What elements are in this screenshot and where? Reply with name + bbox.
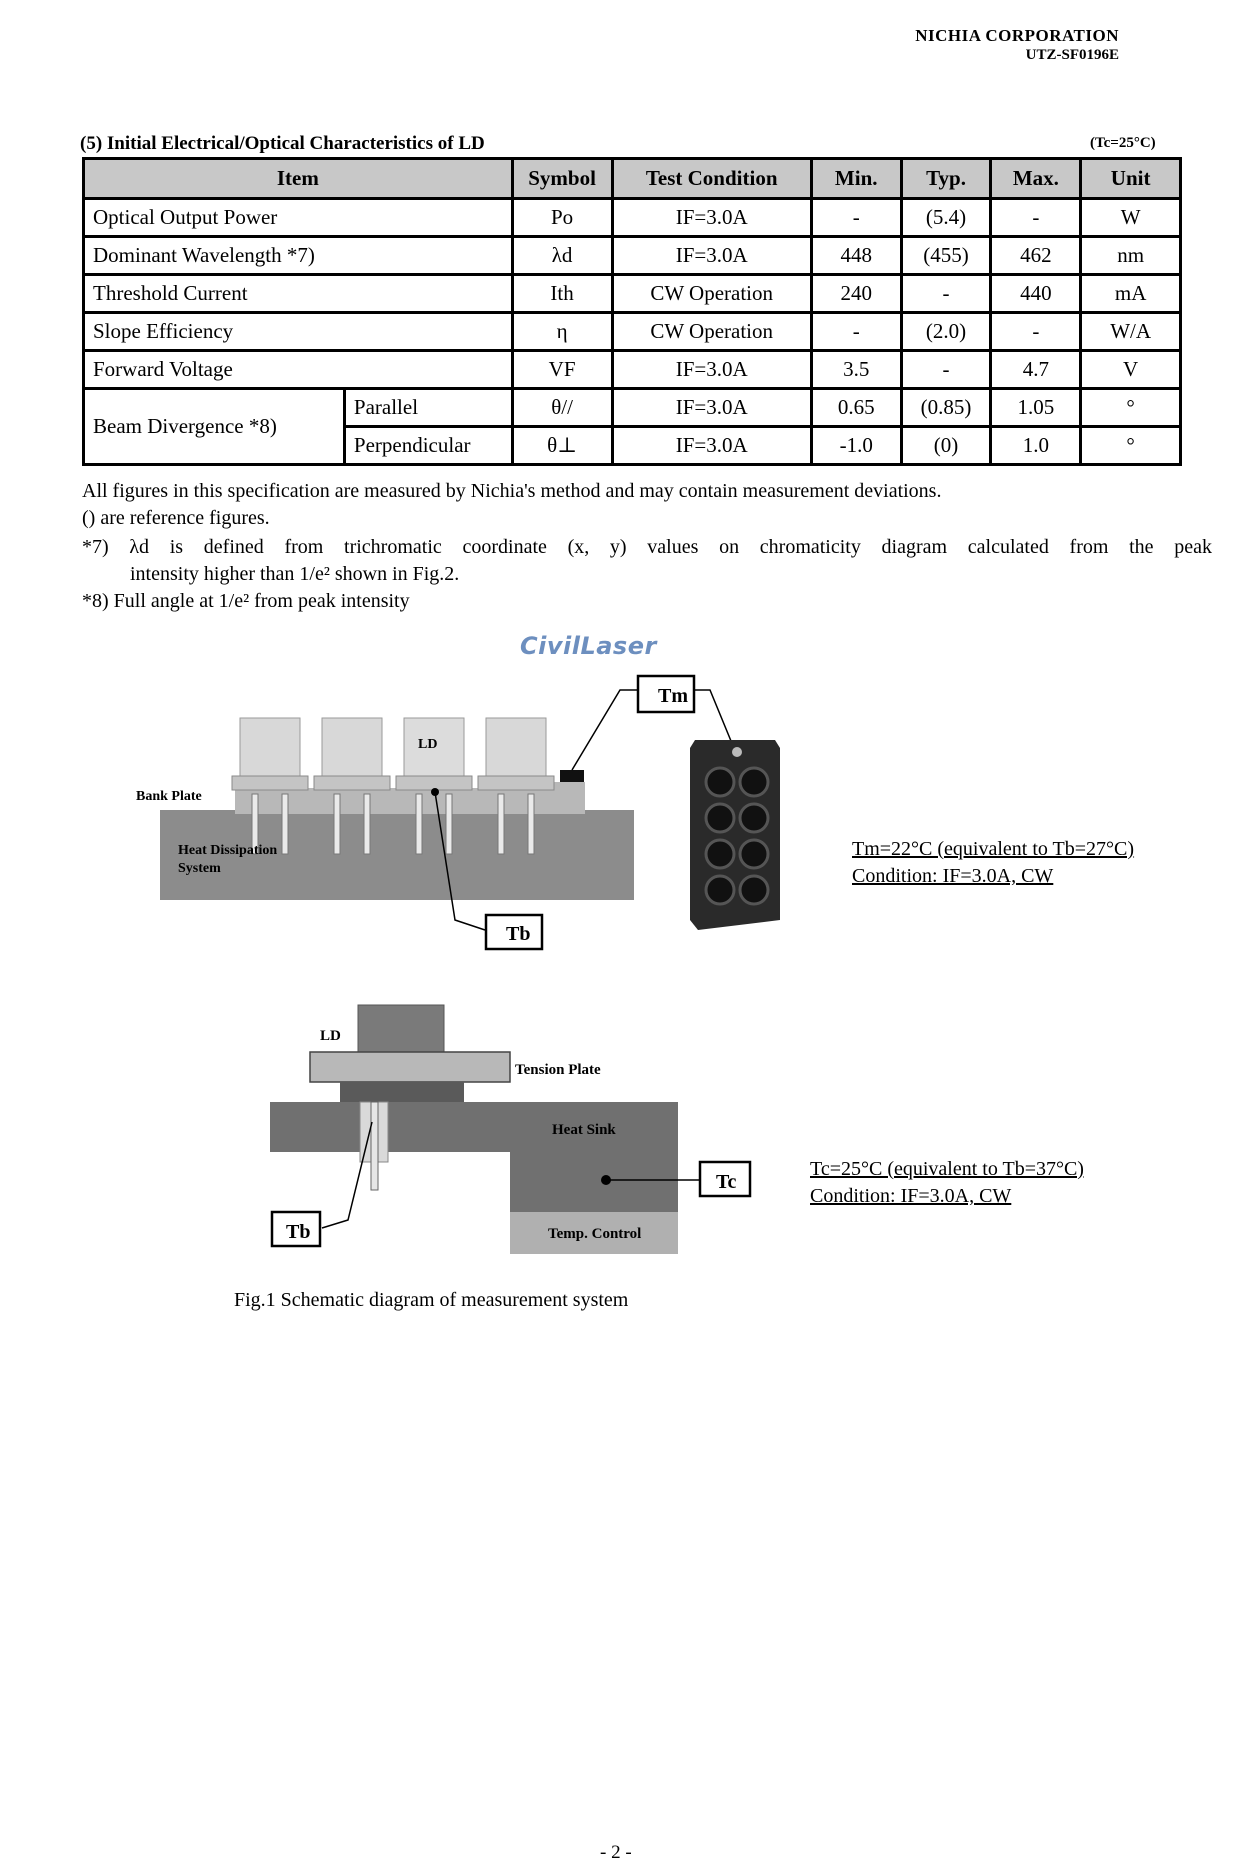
bottom-condition-line1: Tc=25°C (equivalent to Tb=37°C) bbox=[810, 1158, 1084, 1180]
cell-subitem: Perpendicular bbox=[344, 427, 512, 465]
bottom-condition-line2: Condition: IF=3.0A, CW bbox=[810, 1185, 1012, 1207]
cell-max: 440 bbox=[991, 275, 1081, 313]
label-tm: Tm bbox=[658, 685, 688, 707]
note-reference: () are reference figures. bbox=[82, 507, 270, 529]
section-condition: (Tc=25°C) bbox=[1090, 135, 1156, 151]
header-symbol: Symbol bbox=[512, 159, 612, 199]
label-ld-bottom: LD bbox=[320, 1028, 341, 1044]
cell-subitem: Parallel bbox=[344, 389, 512, 427]
cell-symbol: η bbox=[512, 313, 612, 351]
note-7: *7) λd is defined from trichromatic coordinate (x, y) values on chromaticity diagram calculated from the peak bbox=[82, 536, 1212, 558]
cell-min: - bbox=[811, 313, 901, 351]
cell-item: Optical Output Power bbox=[84, 199, 513, 237]
page-number: - 2 - bbox=[600, 1842, 632, 1863]
cell-max: - bbox=[991, 199, 1081, 237]
header-item: Item bbox=[84, 159, 513, 199]
document-code: UTZ-SF0196E bbox=[1025, 47, 1119, 63]
cell-min: 240 bbox=[811, 275, 901, 313]
company-name: NICHIA CORPORATION bbox=[915, 26, 1119, 45]
cell-max: - bbox=[991, 313, 1081, 351]
cell-typ: (0.85) bbox=[901, 389, 991, 427]
label-tb-bottom: Tb bbox=[286, 1221, 311, 1243]
cell-max: 1.05 bbox=[991, 389, 1081, 427]
cell-unit: V bbox=[1081, 351, 1181, 389]
cell-min: - bbox=[811, 199, 901, 237]
heat-sink-diagram bbox=[270, 1000, 770, 1260]
table-row bbox=[84, 237, 1181, 275]
bank-plate-diagram bbox=[136, 670, 790, 970]
cell-max: 4.7 bbox=[991, 351, 1081, 389]
table-header-row bbox=[84, 159, 1181, 199]
cell-condition: CW Operation bbox=[612, 313, 811, 351]
cell-condition: IF=3.0A bbox=[612, 427, 811, 465]
cell-typ: (5.4) bbox=[901, 199, 991, 237]
table-row bbox=[84, 199, 1181, 237]
cell-condition: IF=3.0A bbox=[612, 351, 811, 389]
table-row bbox=[84, 313, 1181, 351]
cell-symbol: θ⊥ bbox=[512, 427, 612, 465]
cell-item: Slope Efficiency bbox=[84, 313, 513, 351]
cell-unit: W bbox=[1081, 199, 1181, 237]
cell-item-beam: Beam Divergence *8) bbox=[84, 389, 345, 465]
cell-typ: - bbox=[901, 351, 991, 389]
cell-min: -1.0 bbox=[811, 427, 901, 465]
cell-typ: (0) bbox=[901, 427, 991, 465]
cell-min: 3.5 bbox=[811, 351, 901, 389]
header-typ: Typ. bbox=[901, 159, 991, 199]
bottom-condition-text bbox=[810, 1156, 1084, 1210]
cell-typ: (2.0) bbox=[901, 313, 991, 351]
cell-condition: IF=3.0A bbox=[612, 389, 811, 427]
cell-typ: (455) bbox=[901, 237, 991, 275]
label-tb: Tb bbox=[506, 923, 531, 945]
label-heat-dissipation: Heat Dissipation bbox=[178, 843, 278, 858]
characteristics-table bbox=[82, 157, 1182, 466]
note-measurement: All figures in this specification are measured by Nichia's method and may contain measurement deviations. bbox=[82, 480, 942, 502]
cell-item: Forward Voltage bbox=[84, 351, 513, 389]
cell-unit: mA bbox=[1081, 275, 1181, 313]
top-condition-line2: Condition: IF=3.0A, CW bbox=[852, 865, 1054, 887]
cell-max: 462 bbox=[991, 237, 1081, 275]
cell-typ: - bbox=[901, 275, 991, 313]
label-system: System bbox=[178, 861, 221, 876]
cell-symbol: θ// bbox=[512, 389, 612, 427]
cell-max: 1.0 bbox=[991, 427, 1081, 465]
label-tension-plate: Tension Plate bbox=[515, 1062, 601, 1078]
label-bank-plate: Bank Plate bbox=[136, 789, 202, 804]
cell-min: 448 bbox=[811, 237, 901, 275]
header-test-condition: Test Condition bbox=[612, 159, 811, 199]
header-min: Min. bbox=[811, 159, 901, 199]
section-title: (5) Initial Electrical/Optical Characteristics of LD bbox=[80, 133, 485, 154]
top-condition-text bbox=[852, 836, 1134, 890]
label-ld: LD bbox=[418, 737, 438, 752]
note-8: *8) Full angle at 1/e² from peak intensity bbox=[82, 590, 410, 612]
cell-condition: CW Operation bbox=[612, 275, 811, 313]
header-max: Max. bbox=[991, 159, 1081, 199]
cell-symbol: VF bbox=[512, 351, 612, 389]
cell-symbol: Po bbox=[512, 199, 612, 237]
note-7-cont: intensity higher than 1/e² shown in Fig.2. bbox=[130, 563, 460, 585]
watermark-logo: CivilLaser bbox=[520, 632, 657, 660]
cell-unit: nm bbox=[1081, 237, 1181, 275]
cell-item: Threshold Current bbox=[84, 275, 513, 313]
cell-unit: W/A bbox=[1081, 313, 1181, 351]
cell-condition: IF=3.0A bbox=[612, 199, 811, 237]
cell-unit: ° bbox=[1081, 389, 1181, 427]
cell-condition: IF=3.0A bbox=[612, 237, 811, 275]
figure-caption: Fig.1 Schematic diagram of measurement system bbox=[234, 1289, 629, 1311]
tm-sensor bbox=[560, 770, 584, 782]
header-unit: Unit bbox=[1081, 159, 1181, 199]
bank-plate-top-view bbox=[690, 740, 780, 930]
label-heat-sink: Heat Sink bbox=[552, 1122, 616, 1138]
label-tc: Tc bbox=[716, 1171, 737, 1193]
cell-symbol: Ith bbox=[512, 275, 612, 313]
label-temp-control: Temp. Control bbox=[548, 1226, 642, 1242]
table-row bbox=[84, 351, 1181, 389]
top-condition-line1: Tm=22°C (equivalent to Tb=27°C) bbox=[852, 838, 1135, 860]
cell-unit: ° bbox=[1081, 427, 1181, 465]
cell-min: 0.65 bbox=[811, 389, 901, 427]
cell-symbol: λd bbox=[512, 237, 612, 275]
cell-item: Dominant Wavelength *7) bbox=[84, 237, 513, 275]
table-row bbox=[84, 389, 1181, 427]
table-row bbox=[84, 275, 1181, 313]
